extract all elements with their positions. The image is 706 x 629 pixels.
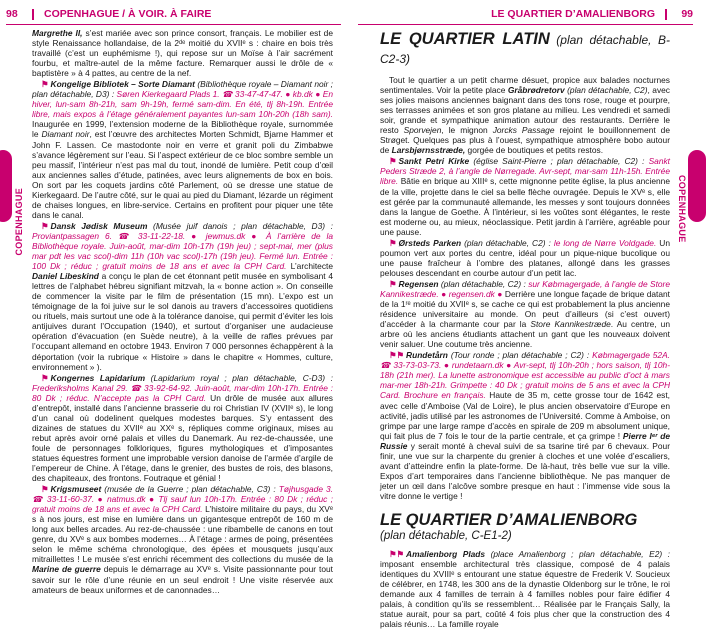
entry-desc: (Musée juif danois ; plan détachable, D3) :	[147, 220, 333, 231]
entry-text: Haute de 35 m, cette grosse tour de 1642 est, avec celle d’Amboise (Val de Loire), le plus ancien observatoire d’Europe en activité, jadis utilisé par les astronomes de l’Université. Comme à Amboise, on grimpe par une large rampe d’accès en spirale de 209 m absolument unique, qui fait plus de 7 fois le tour de la partie centrale, et ça grimpe !	[380, 390, 670, 441]
right-page-header	[358, 6, 693, 25]
section-title-amalienborg: LE QUARTIER D’AMALIENBORG	[380, 510, 638, 529]
intro-text: , avec ses jolies maisons anciennes baignant dans des tons rose, rouge et pourpre, ses terrasses animées et son gros platane au milieu. Les vendredi et samedi soir, grande et sympathique animation autour des restaurants. Derrière le resto	[380, 85, 670, 136]
intro-highlight: Gråbrødretorv	[507, 85, 565, 96]
intro-highlight: Jorcks Passage	[492, 125, 555, 136]
entry-sankt-petri-kirke	[380, 156, 670, 236]
spacer	[380, 502, 670, 509]
entry-info: Sankt Peders Stræde 2, à l’angle de Nørregade. Avr-sept, mar-sam 11h-15h. Entrée libre.	[380, 156, 671, 187]
entry-text: y serait monté à cheval suivi de sa tsarine tiré par 6 chevaux. Pour finir, une vue sur la charpente du grenier à cloches et une volée d’escaliers, avant d’atteindre enfin la plate-forme. De là-haut, très belle vue sur la ville. Expos d’art temporaires dans l’ancienne bibliothèque. Ne pas manquer de jeter un œil dans l’alcôve sombre presque en haut : l’immense vide sous la vitre donne le vertige !	[380, 440, 670, 501]
entry-info: Søren Kierkegaard Plads 1. ☎ 33-47-47-47. ● kb.dk ● En hiver, lun-sam 8h-21h, sam 9h-19h, fermé sam-dim. En été, tlj 8h-19h. Entrée libre, mais expos à l’étage généralement payantes lun-sam 10h-20h (18h sam).	[32, 89, 333, 120]
entry-text: L’architecte	[286, 261, 333, 272]
entry-text: imposant ensemble architectural très classique, composé de 4 palais identiques du XVIIIᵉ s entourant une statue équestre de Frederik V. Soucieux de célébrer, en 1748, les 300 ans de la dynastie Oldenborg sur le trône, le roi demande aux 4 familles de terrain à 4 familles nobles pour faire édifier 4 palais, à condition qu’ils se ressemblent… Réalisée par le Français Sally, la statue aurait, pour sa part, coûté 4 fois plus cher que la construction des 4 palais réunis… La famille royale	[380, 559, 670, 629]
entry-kongelige-bibliotek	[32, 79, 333, 220]
entry-text: , est l’œuvre des architectes Morten Schmidt, Bjarne Hammer et John F. Lassen. Ce mastodonte noir en verre et granit poli du Zimbabwe s’avance légèrement sur l’eau. Si l’aspect extérieur de ce bloc sombre semble un peu massif, l’intérieur n’est pas mal du tout, inondé de lumière. Petit coup d’œil aux anciennes salles d’étude, patinées, avec leurs alignements de box en bois. On sort par les coquets jardins côté Parlement, où se dresse une statue de Kierkegaard. De l’autre côté, sur le quai au pied du Diamant, lézarde un régiment de chaises longues, en libre-service. Certains en profitent pour piquer une tête dans le canal.	[32, 129, 333, 220]
entry-text: Derrière une longue façade de brique datant de la 1ʳᵉ moitié du XVIIᵉ s, se cache ce qui est probablement la plus ancienne résidence universitaire au monde. On peut d’ailleurs (si c’est ouvert) d’accéder à la charmante cour par la	[380, 288, 671, 330]
right-side-label: COPENHAGUE	[677, 175, 687, 243]
section-title-quartier-latin	[380, 30, 670, 68]
entry-name: Amalienborg Plads	[406, 548, 486, 559]
intro-text: , le mignon	[441, 125, 493, 136]
section-subtitle: (plan détachable, B-C2-3)	[380, 33, 670, 66]
entry-text: Un poumon vert aux portes du centre, idéal pour un pique-nique bucolique ou une pause fraîcheur à l’ombre des platanes, allongé dans les grasses pelouses descendant en courbe autour d’un petit lac.	[380, 237, 670, 278]
entry-krigsmuseet	[32, 484, 333, 595]
right-page-column	[380, 28, 671, 629]
entry-amalienborg-plads	[380, 549, 670, 629]
entry-info: Proviantpassagen 6. ☎ 33-11-22-18. ● jewmus.dk ● À l’arrière de la Bibliothèque royale. Juin-août, mar-dim 10h-17h (19h jeu) ; sept-mai, mer (plus mar pdt les vac scol)-dim 11h (10h vac scol)-17h (19h jeu). Fermé lun. Entrée : 100 Dk ; réduc ; gratuit moins de 18 ans et avec la CPH Card.	[32, 230, 333, 272]
entry-name: Sankt Petri Kirke	[398, 156, 470, 167]
entry-info: Tøjhusgade 3. ☎ 33-11-60-37. ● natmus.dk ● Tlj sauf lun 10h-17h. Entrée : 80 Dk ; réduc ; gratuit moins de 18 ans et avec la CPH Card.	[32, 484, 333, 515]
entry-desc: (plan détachable, C2) :	[438, 278, 529, 289]
left-page-column	[32, 28, 334, 595]
entry-name: Ørsteds Parken	[398, 237, 462, 248]
intro-ref: (plan détachable, C2)	[564, 85, 648, 96]
spacer	[380, 68, 670, 75]
section-subtitle-amalienborg: (plan détachable, C-E1-2)	[380, 529, 512, 542]
entry-dansk-jodisk-museum	[32, 221, 333, 372]
left-header-divider	[32, 9, 34, 20]
left-section-title: COPENHAGUE / À VOIR. À FAIRE	[44, 8, 212, 20]
left-thumb-tab	[0, 150, 12, 222]
right-header-divider	[665, 9, 667, 20]
entry-rundetarn	[380, 350, 670, 501]
entry-text: s’est mariée avec son prince consort, français. Le mobilier est de style Renaissance hollandaise, de la 2ᵈᵉ moitié du XVIIᵉ s : chaire en bois très travaillé (c’est un euphémisme !), qui repose sur un Moïse à l’air sacrément fourbu, et maître-autel de la même facture. Remarquer aussi le drôle de « baptistère » à 4 pattes, au centre de la nef.	[32, 28, 333, 79]
entry-text: Bâtie en brique au XIIIᵉ s, cette mignonne petite église, la plus ancienne de la ville, projette dans le ciel sa belle flèche ouvragée. Depuis le XVᵉ s, elle est gérée par la communauté allemande, les messes y sont toujours données dans la langue de Goethe. À l’intérieur, si les voûtes sont élégantes, le reste est moderne ou, au mieux, néoclassique. Petit jardin à l’arrière, agréable pour une pause.	[380, 176, 670, 237]
entry-kongernes-lapidarium	[32, 373, 333, 484]
entry-highlight: Marine de guerre	[32, 564, 101, 575]
entry-orsteds-parken	[380, 238, 670, 278]
entry-highlight: Pierre Iᵉʳ de Russie	[380, 430, 670, 451]
entry-desc: (Bibliothèque royale – Diamant noir ; plan détachable, D3) :	[32, 79, 334, 100]
landmark-icon: ⚑	[41, 220, 49, 231]
entry-desc: (église Saint-Pierre ; plan détachable, C2) :	[469, 156, 649, 167]
entry-highlight: Daniel Libeskind	[32, 271, 99, 282]
entry-highlight: Diamant noir	[41, 129, 90, 140]
entry-info: le long de Nørre Voldgade.	[553, 237, 657, 248]
entry-info: sur Købmagergade, à l’angle de Store Kannikestræde. ● regensen.dk ●	[380, 278, 670, 299]
landmark-icon: ⚑⚑	[389, 350, 405, 361]
entry-name: Dansk Jødisk Museum	[50, 220, 148, 231]
landmark-icon: ⚑	[389, 156, 397, 167]
right-page-number: 99	[681, 8, 693, 20]
section-title-text: LE QUARTIER LATIN	[380, 30, 550, 48]
landmark-icon: ⚑	[389, 237, 397, 248]
intro-highlight: Larsbjørnsstræde,	[391, 145, 466, 156]
entry-name: Rundetårn	[406, 350, 448, 361]
landmark-icon: ⚑	[41, 79, 49, 90]
entry-text: depuis le démarrage au XVᵉ s. Visite passionnante pour tout savoir sur le rôle d’une réunie en un seul endroit ! Une visite réservée aux amateurs de beaux uniformes et de canonnades…	[32, 564, 333, 595]
entry-desc: (Lapidarium royal ; plan détachable, C-D3) :	[145, 372, 333, 383]
left-page-header	[6, 6, 341, 25]
left-side-label: COPENHAGUE	[14, 188, 24, 256]
entry-name: Kongernes Lapidarium	[50, 372, 146, 383]
entry-text: L’histoire militaire du pays, du XVᵉ s à nos jours, est mise en lumière dans un gigantesque entrepôt de 160 m de long aux belles arcades. Au rez-de-chaussée : une ribambelle de canons en tout genre, du XVᵉ s aux bombes modernes… À l’étage : armes de poing, présentées selon le même schéma chronologique, des épées et mousquets jusqu’aux mitraillettes ! Le musée s’est enrichi récemment des collections du musée de la	[32, 504, 333, 565]
entry-text: Un drôle de musée aux allures d’entrepôt, installé dans l’ancienne brasserie du roi Christian IV (XVIIᵉ s), le long d’un canal où dodelinent quelques modestes barques. S’y entassent des dizaines de statues du XVIIᵉ au XXᵉ s, répliques comme originaux, mises au rebut après avoir orné palais et villes du Danemark. Au rez-de-chaussée, une foule de personnages folkloriques, figures mythologiques et d’imposantes statues équestres forment une improbable version danoise de l’armée d’argile de l’empereur de Chine. À l’étage, dans le grenier, des bustes de rois, des blasons, des chapiteaux, des frontons. Foutraque et génial !	[32, 392, 333, 484]
entry-text: . Au centre, un arbre où les anciens étudiants attachent un gant que les nouveaux doivent venir saluer. Une coutume très ancienne.	[380, 319, 670, 350]
entry-desc: (plan détachable, C2) :	[461, 237, 554, 248]
entry-name: Regensen	[398, 278, 439, 289]
landmark-icon: ⚑	[389, 278, 397, 289]
landmark-icon: ⚑⚑	[389, 548, 405, 559]
paragraph-margrethe	[32, 28, 333, 78]
intro-text: gorgée de boutiques et petits restos.	[465, 145, 604, 156]
entry-desc: (musée de la Guerre ; plan détachable, C3) :	[101, 484, 279, 495]
intro-highlight: Sporvejen	[403, 125, 442, 136]
entry-desc: (Tour ronde ; plan détachable ; C2) :	[447, 350, 593, 361]
intro-text: Tout le quartier a un petit charme désuet, propice aux balades nocturnes sentimentales. Voir la petite place	[380, 75, 670, 96]
entry-info: Købmagergade 52A. ☎ 33-73-03-73. ● rundetaarn.dk ● Avr-sept, tlj 10h-20h ; hors saison, tlj 10h-18h (21h mer). La lunette astronomique est accessible au public d’oct à mars mar-mer 18h-21h. Grimpette : 40 Dk ; gratuit moins de 5 ans et avec la CPH Card. Brochure en français.	[380, 350, 671, 401]
landmark-icon: ⚑	[41, 484, 49, 495]
entry-regensen	[380, 279, 670, 349]
entry-text: Inaugurée en 1999, l’extension moderne de la Bibliothèque royale, surnommée le	[32, 119, 333, 140]
right-thumb-tab	[688, 150, 706, 222]
landmark-icon: ⚑	[41, 372, 49, 383]
entry-desc: (place Amalienborg ; plan détachable, E2) :	[485, 548, 670, 559]
quartier-latin-intro	[380, 75, 670, 155]
intro-text: rejoint le bouillonnement de Strøget. Quelques pas plus à l’ouest, sympathique atmosphère bobo autour de	[380, 125, 671, 156]
entry-name: Kongelige Bibliotek – Sorte Diamant	[50, 79, 195, 90]
left-page-number: 98	[6, 8, 18, 20]
entry-name: Krigsmuseet	[50, 484, 102, 495]
entry-text: a conçu le plan de cet étonnant petit musée en symbolisant 4 lettres de l’alphabet hébreu signifiant mitzvah, la « bonne action ». On conseille de commencer la visite par le film de présentation (15 mn). L’expo est un témoignage de la foi juive sur le sol danois au travers d’accessoires quotidiens ou rituels, mais surtout une ode à la tolérance danoise, qui permit d’éviter les lois antijuives durant l’Occupation (1940), et surtout d’organiser une audacieuse opération d’évacuation (en Suède neutre), à la veille de rafles prévues par l’occupant allemand en octobre 1943. Environ 7 000 personnes échappèrent à la déportation (voir la rubrique « Histoire » dans le chapitre « Hommes, culture, environnement » ).	[32, 271, 333, 372]
entry-highlight: Store Kannikestræde	[530, 319, 611, 330]
entry-info: Frederiksholms Kanal 29. ☎ 33-92-64-92. Juin-août, mar-dim 10h-17h. Entrée : 80 Dk ; réduc. N’accepte pas la CPH Card.	[32, 382, 333, 403]
right-section-title: LE QUARTIER D’AMALIENBORG	[491, 8, 655, 20]
entry-name: Margrethe II,	[32, 28, 83, 38]
